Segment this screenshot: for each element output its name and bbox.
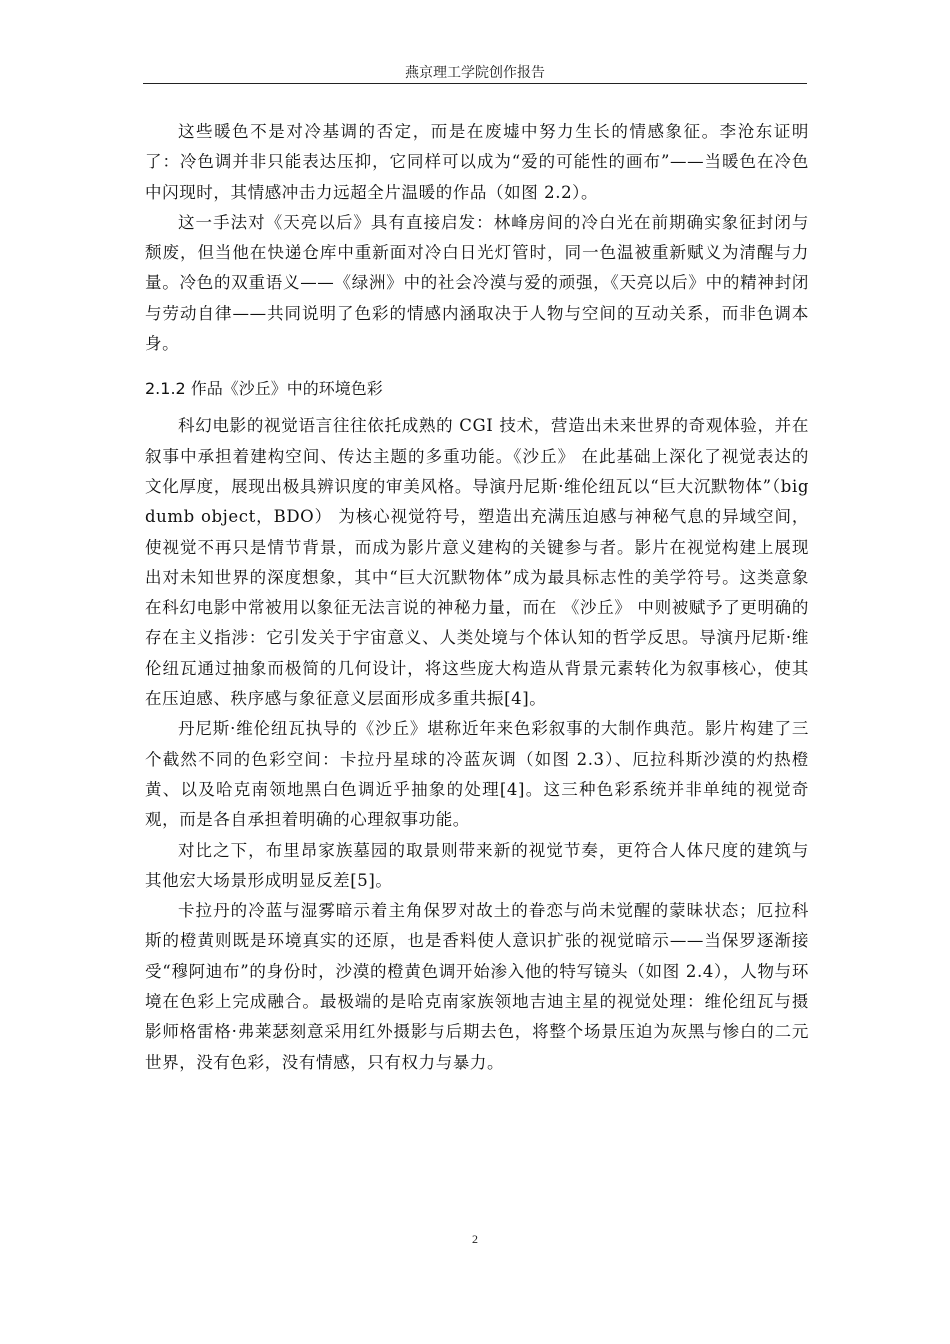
body-paragraph: 对比之下，布里昂家族墓园的取景则带来新的视觉节奏，更符合人体尺度的建筑与其他宏大场景形成明显反差[5]。 — [145, 840, 809, 890]
body-paragraph: 卡拉丹的冷蓝与湿雾暗示着主角保罗对故土的眷恋与尚未觉醒的蒙昧状态；厄拉科斯的橙黄则既是环境真实的还原，也是香料使人意识扩张的视觉暗示——当保罗逐渐接受“穆阿迪布”的身份时，沙漠的橙黄色调开始渗入他的特写镜头（如图 2.4），人物与环境在色彩上完成融合。最极端的是哈克南家族领地吉迪主星的视觉处理：维伦纽瓦与摄影师格雷格·弗莱瑟刻意采用红外摄影与后期去色，将整个场景压迫为灰黑与惨白的二元世界，没有色彩，没有情感，只有权力与暴力。 — [145, 901, 809, 1072]
document-body — [145, 117, 815, 1078]
body-paragraph: 丹尼斯·维伦纽瓦执导的《沙丘》堪称近年来色彩叙事的大制作典范。影片构建了三个截然不同的色彩空间：卡拉丹星球的冷蓝灰调（如图 2.3）、厄拉科斯沙漠的灼热橙黄、以及哈克南领地黑白色调近乎抽象的处理[4]。这三种色彩系统并非单纯的视觉奇观，而是各自承担着明确的心理叙事功能。 — [145, 719, 809, 830]
body-paragraph: 这些暖色不是对冷基调的否定，而是在废墟中努力生长的情感象征。李沧东证明了：冷色调并非只能表达压抑，它同样可以成为“爱的可能性的画布”——当暖色在冷色中闪现时，其情感冲击力远超全片温暖的作品（如图 2.2）。 — [145, 122, 809, 202]
page-header-title: 燕京理工学院创作报告 — [405, 65, 545, 81]
header-divider — [143, 83, 807, 84]
page-number: 2 — [472, 1232, 478, 1246]
body-paragraph: 这一手法对《天亮以后》具有直接启发：林峰房间的冷白光在前期确实象征封闭与颓废，但当他在快递仓库中重新面对冷白日光灯管时，同一色温被重新赋义为清醒与力量。冷色的双重语义——《绿洲》中的社会冷漠与爱的顽强，《天亮以后》中的精神封闭与劳动自律——共同说明了色彩的情感内涵取决于人物与空间的互动关系，而非色调本身。 — [145, 212, 809, 354]
section-heading: 2.1.2 作品《沙丘》中的环境色彩 — [145, 379, 383, 399]
body-paragraph: 科幻电影的视觉语言往往依托成熟的 CGI 技术，营造出未来世界的奇观体验，并在叙事中承担着建构空间、传达主题的多重功能。《沙丘》 在此基础上深化了视觉表达的文化厚度，展现出极具辨识度的审美风格。导演丹尼斯·维伦纽瓦以“巨大沉默物体”（big dumb object，BDO） 为核心视觉符号，塑造出充满压迫感与神秘气息的异域空间，使视觉不再只是情节背景，而成为影片意义建构的关键参与者。影片在视觉构建上展现出对未知世界的深度想象，其中“巨大沉默物体”成为最具标志性的美学符号。这类意象在科幻电影中常被用以象征无法言说的神秘力量，而在 《沙丘》 中则被赋予了更明确的存在主义指涉：它引发关于宇宙意义、人类处境与个体认知的哲学反思。导演丹尼斯·维伦纽瓦通过抽象而极简的几何设计，将这些庞大构造从背景元素转化为叙事核心，使其在压迫感、秩序感与象征意义层面形成多重共振[4]。 — [145, 416, 815, 709]
